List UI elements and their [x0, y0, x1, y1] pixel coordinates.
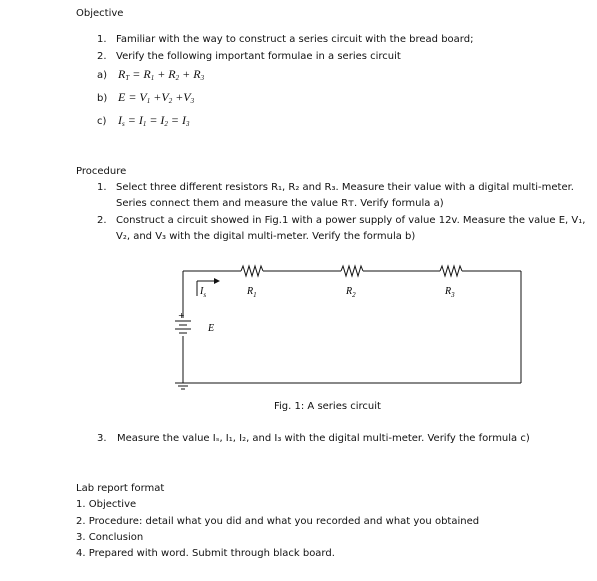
procedure-step-text: Construct a circuit showed in Fig.1 with a power supply of value 12v. Measure the value E, V₁,	[116, 215, 586, 226]
formula-label: b)	[97, 93, 108, 104]
lab-report-item: 2. Procedure: detail what you did and what you recorded and what you obtained	[76, 516, 480, 527]
objective-item-number: 2.	[97, 51, 107, 62]
procedure-step-text: Measure the value Iₛ, I₁, I₂, and I₃ with the digital multi-meter. Verify the formula c)	[117, 433, 530, 444]
formula-label: c)	[97, 116, 107, 127]
r1-label: $R_1$	[247, 286, 257, 299]
procedure-step-number: 1.	[97, 182, 107, 193]
objective-item-text: Familiar with the way to construct a series circuit with the bread board;	[116, 34, 474, 45]
r3-label: $R_3$	[445, 286, 455, 299]
resistor-r1	[241, 266, 263, 276]
figure-caption: Fig. 1: A series circuit	[274, 401, 381, 412]
lab-report-item: 4. Prepared with word. Submit through black board.	[76, 548, 335, 559]
plus-sign: +	[178, 311, 185, 320]
resistor-r3	[440, 266, 462, 276]
objective-item-number: 1.	[97, 34, 107, 45]
lab-report-heading: Lab report format	[76, 483, 165, 494]
current-label: $I_s$	[200, 286, 207, 299]
procedure-step-number: 2.	[97, 215, 107, 226]
procedure-step-text: Select three different resistors R₁, R₂ and R₃. Measure their value with a digital multi-meter.	[116, 182, 574, 193]
lab-report-item: 3. Conclusion	[76, 532, 144, 543]
formula-label: a)	[97, 70, 108, 81]
procedure-step-text: Series connect them and measure the value Rᴛ. Verify formula a)	[116, 198, 444, 209]
r2-label: $R_2$	[346, 286, 356, 299]
resistor-r2	[341, 266, 363, 276]
procedure-heading: Procedure	[76, 166, 127, 177]
formula-c: $I_s = I_1 = I_2 = I_3$	[118, 113, 190, 128]
objective-heading: Objective	[76, 8, 124, 19]
current-arrow-icon	[214, 278, 220, 284]
formula-a: $R_T = R_1 + R_2 + R_3$	[118, 67, 205, 82]
procedure-step-number: 3.	[97, 433, 107, 444]
objective-item-text: Verify the following important formulae in a series circuit	[116, 51, 401, 62]
lab-report-item: 1. Objective	[76, 499, 137, 510]
procedure-step-text: V₂, and V₃ with the digital multi-meter. Verify the formula b)	[116, 231, 416, 242]
formula-b: $E = V_1 +V_2 +V_3$	[118, 90, 195, 105]
source-label: E	[208, 323, 215, 334]
